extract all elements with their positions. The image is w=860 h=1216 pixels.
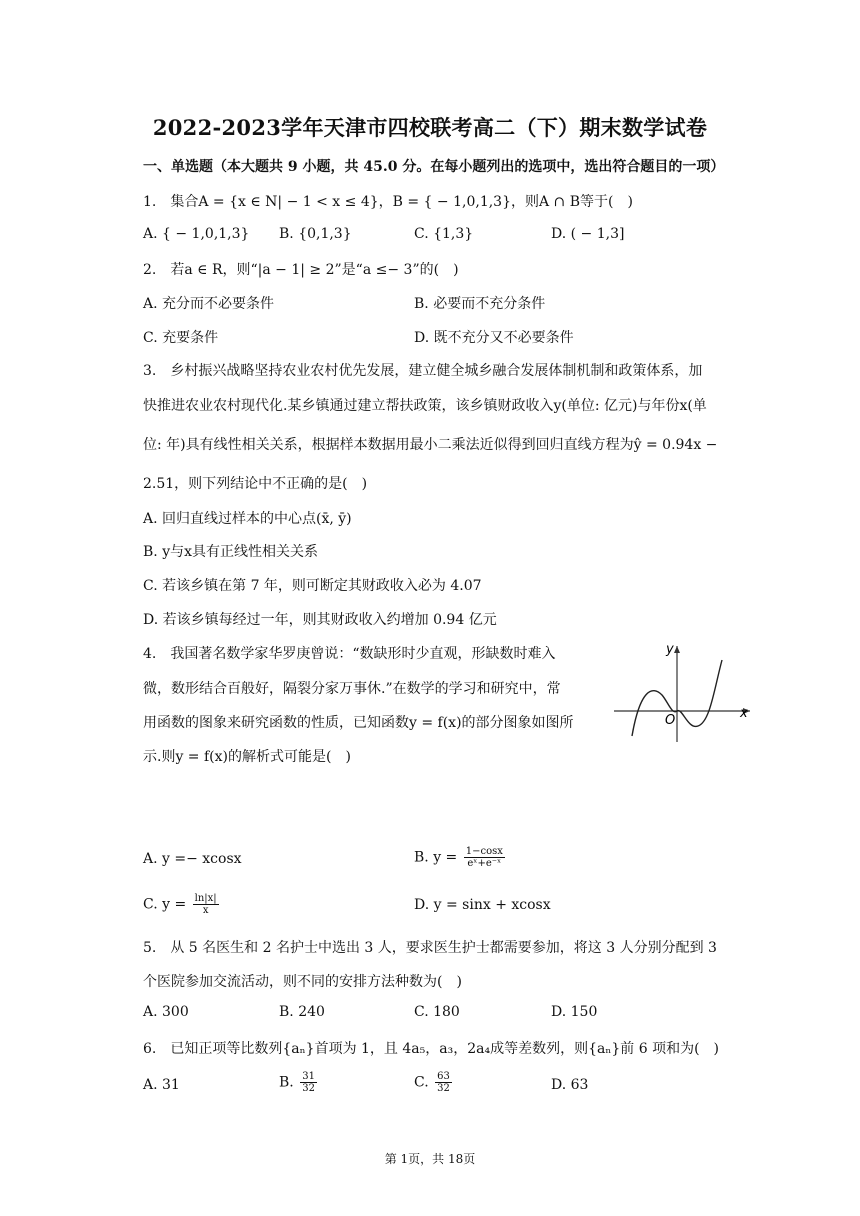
q1-option-a: A. { − 1,0,1,3} bbox=[143, 226, 250, 242]
q6-option-c bbox=[414, 1071, 454, 1094]
q1-option-b: B. {0,1,3} bbox=[279, 226, 352, 242]
q1-stem: 1. 集合A = {x ∈ N| − 1 < x ≤ 4}，B = { − 1,0,1,3}，则A ∩ B等于( ) bbox=[143, 194, 633, 210]
q3-stem-line: 2.51，则下列结论中不正确的是( ) bbox=[143, 476, 368, 492]
q1-option-c: C. {1,3} bbox=[414, 226, 474, 242]
q1-option-d: D. ( − 1,3] bbox=[551, 226, 625, 242]
q4-option-c-fraction bbox=[193, 893, 219, 916]
q4-stem-line: 用函数的图象来研究函数的性质，已知函数y = f(x)的部分图象如图所 bbox=[143, 715, 574, 731]
q3-option-a: A. 回归直线过样本的中心点(x̄, ȳ) bbox=[143, 511, 352, 527]
q4-stem-line: 4. 我国著名数学家华罗庚曾说：“数缺形时少直观，形缺数时难入 bbox=[143, 646, 556, 662]
q6-stem: 6. 已知正项等比数列{aₙ}首项为 1，且 4a₅，a₃，2a₄成等差数列，则{aₙ}前 6 项和为( ) bbox=[143, 1041, 720, 1057]
q4-option-a: A. y =− xcosx bbox=[143, 851, 242, 867]
q3-option-b: B. y与x具有正线性相关关系 bbox=[143, 544, 318, 560]
q6-option-a: A. 31 bbox=[143, 1077, 180, 1093]
fraction-denominator: 32 bbox=[302, 1083, 315, 1094]
q2-option-c: C. 充要条件 bbox=[143, 330, 219, 346]
q3-option-c: C. 若该乡镇在第 7 年，则可断定其财政收入必为 4.07 bbox=[143, 578, 482, 594]
q6-option-b bbox=[279, 1071, 319, 1094]
fraction-numerator: ln|x| bbox=[194, 893, 217, 904]
section-header: 一、单选题（本大题共 9 小题，共 45.0 分。在每小题列出的选项中，选出符合题目的一项） bbox=[143, 159, 725, 175]
page-footer: 第 1页，共 18页 bbox=[384, 1152, 476, 1166]
fraction-numerator: 1−cosx bbox=[465, 846, 503, 857]
fraction-numerator: 63 bbox=[437, 1071, 450, 1082]
q6-option-c-prefix: C. bbox=[414, 1074, 429, 1091]
q4-option-d: D. y = sinx + xcosx bbox=[414, 897, 551, 913]
q5-option-a: A. 300 bbox=[143, 1004, 189, 1020]
fraction-denominator: 32 bbox=[437, 1083, 450, 1094]
q4-stem-line: 示.则y = f(x)的解析式可能是( ) bbox=[143, 749, 351, 765]
function-graph bbox=[610, 640, 760, 745]
q5-option-c: C. 180 bbox=[414, 1004, 460, 1020]
q2-stem: 2. 若a ∈ R，则“|a − 1| ≥ 2”是“a ≤− 3”的( ) bbox=[143, 262, 459, 278]
q5-option-b: B. 240 bbox=[279, 1004, 325, 1020]
fraction-numerator: 31 bbox=[302, 1071, 315, 1082]
q6-option-d: D. 63 bbox=[551, 1077, 589, 1093]
y-axis-label: y bbox=[666, 642, 674, 657]
y-axis-arrow bbox=[674, 646, 680, 653]
q4-option-c-prefix: C. y = bbox=[143, 896, 187, 913]
q6-option-c-fraction bbox=[435, 1071, 452, 1094]
q4-option-b bbox=[414, 846, 507, 869]
q2-option-a: A. 充分而不必要条件 bbox=[143, 296, 275, 312]
q3-stem-line: 位: 年)具有线性相关关系，根据样本数据用最小二乘法近似得到回归直线方程为ŷ = 0.94x − bbox=[143, 437, 718, 453]
q3-option-d: D. 若该乡镇每经过一年，则其财政收入约增加 0.94 亿元 bbox=[143, 612, 497, 628]
q3-stem-line: 3. 乡村振兴战略坚持农业农村优先发展，建立健全城乡融合发展体制机制和政策体系，加 bbox=[143, 363, 703, 379]
q3-stem-line: 快推进农业农村现代化.某乡镇通过建立帮扶政策，该乡镇财政收入y(单位: 亿元)与年份x(单 bbox=[143, 398, 707, 414]
page-title: 2022-2023学年天津市四校联考高二（下）期末数学试卷 bbox=[152, 115, 708, 140]
fraction-denominator: x bbox=[202, 905, 209, 916]
q5-stem-line: 个医院参加交流活动，则不同的安排方法种数为( ) bbox=[143, 974, 462, 990]
q6-option-b-prefix: B. bbox=[279, 1074, 294, 1091]
origin-label: O bbox=[665, 713, 676, 728]
q6-option-b-fraction bbox=[300, 1071, 317, 1094]
q4-option-b-fraction bbox=[464, 846, 505, 869]
q2-option-b: B. 必要而不充分条件 bbox=[414, 296, 546, 312]
q2-option-d: D. 既不充分又不必要条件 bbox=[414, 330, 574, 346]
q4-stem-line: 微，数形结合百般好，隔裂分家万事休.”在数学的学习和研究中，常 bbox=[143, 681, 561, 697]
q5-option-d: D. 150 bbox=[551, 1004, 598, 1020]
q5-stem-line: 5. 从 5 名医生和 2 名护士中选出 3 人，要求医生护士都需要参加，将这 3 人分别分配到 3 bbox=[143, 940, 717, 956]
q4-option-b-prefix: B. y = bbox=[414, 849, 458, 866]
fraction-denominator: eˣ+e⁻ˣ bbox=[467, 858, 502, 869]
x-axis-label: x bbox=[740, 706, 748, 721]
q4-option-c bbox=[143, 893, 221, 916]
